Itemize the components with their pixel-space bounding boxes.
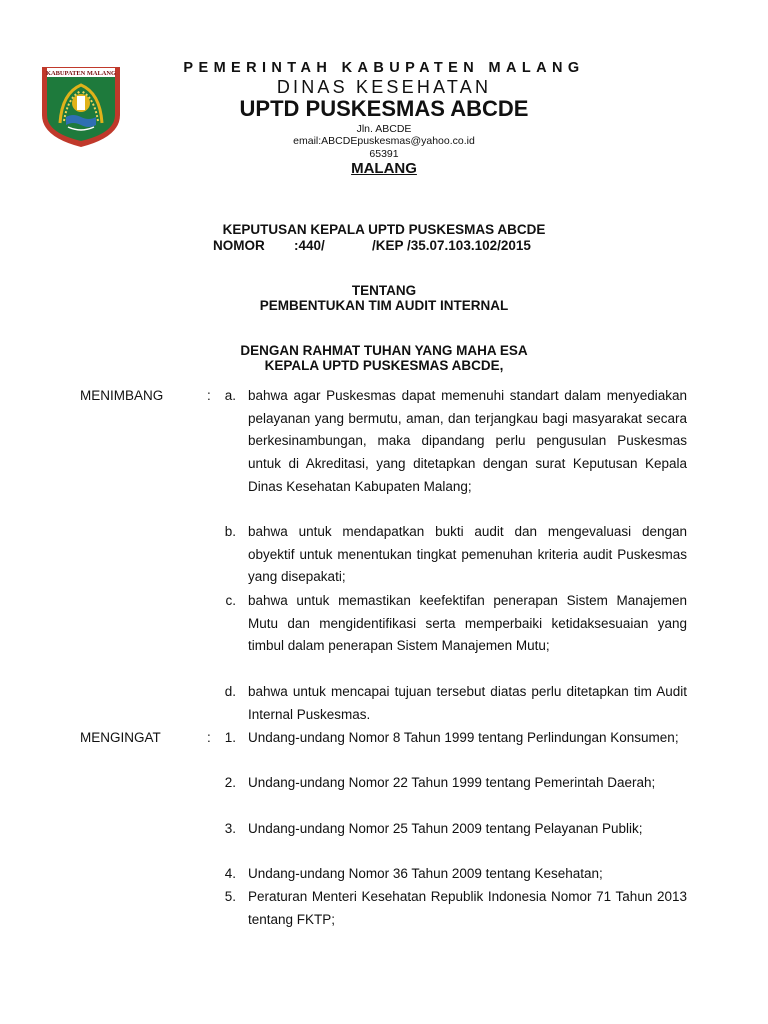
letterhead-department: DINAS KESEHATAN <box>276 77 492 97</box>
letterhead-city: MALANG <box>351 160 417 177</box>
menimbang-item-c: bahwa untuk memastikan keefektifan penerapan Sistem Manajemen Mutu dan mengidentifikasi serta memperbaiki ketidaksesuaian yang timbul dalam penerapan Sistem Manajemen Mutu; <box>248 593 687 654</box>
mengingat-item-5: Peraturan Menteri Kesehatan Republik Indonesia Nomor 71 Tahun 2013 tentang FKTP; <box>248 889 687 927</box>
letterhead-unit: UPTD PUSKESMAS ABCDE <box>239 96 529 121</box>
mengingat-marker-3: 3. <box>224 821 236 836</box>
mengingat-marker-5: 5. <box>224 889 236 904</box>
mengingat-colon: : <box>207 730 211 745</box>
menimbang-item-b: bahwa untuk mendapatkan bukti audit dan mengevaluasi dengan obyektif untuk menentukan tingkat pemenuhan kriteria audit Puskesmas yang disepakati; <box>248 524 687 585</box>
mengingat-label: MENGINGAT <box>80 730 161 745</box>
decree-number-code: /KEP /35.07.103.102/2015 <box>372 238 531 253</box>
decree-about: TENTANG <box>351 283 417 298</box>
letterhead-email: email:ABCDEpuskesmas@yahoo.co.id <box>293 135 475 147</box>
decree-number-label: NOMOR <box>213 238 265 253</box>
mengingat-marker-4: 4. <box>224 866 236 881</box>
menimbang-colon: : <box>207 388 211 403</box>
emblem-label: KABUPATEN MALANG <box>46 70 116 77</box>
menimbang-marker-a: a. <box>224 388 236 403</box>
malang-regency-emblem <box>38 63 124 149</box>
mengingat-marker-1: 1. <box>224 730 236 745</box>
decree-number-value: :440/ <box>294 238 325 253</box>
mengingat-marker-2: 2. <box>224 775 236 790</box>
letterhead-address: Jln. ABCDE <box>356 123 412 135</box>
decree-opening-line-2: KEPALA UPTD PUSKESMAS ABCDE, <box>264 358 504 373</box>
mengingat-item-2: Undang-undang Nomor 22 Tahun 1999 tentang Pemerintah Daerah; <box>248 775 656 790</box>
mengingat-item-4: Undang-undang Nomor 36 Tahun 2009 tentang Kesehatan; <box>248 866 603 881</box>
emblem-icon <box>38 63 124 149</box>
decree-opening-line-1: DENGAN RAHMAT TUHAN YANG MAHA ESA <box>240 343 528 358</box>
mengingat-item-1: Undang-undang Nomor 8 Tahun 1999 tentang Perlindungan Konsumen; <box>248 730 679 745</box>
menimbang-item-a: bahwa agar Puskesmas dapat memenuhi standart dalam menyediakan pelayanan yang bermutu, aman, dan terjangkau bagi masyarakat secara berkesinambungan, maka dipandang perlu pengusulan Puskesmas untuk di Akreditasi, yang ditetapkan dengan surat Keputusan Kepala Dinas Kesehatan Kabupaten Malang; <box>248 388 687 494</box>
menimbang-item-d: bahwa untuk mencapai tujuan tersebut diatas perlu ditetapkan tim Audit Internal Puskesmas. <box>248 684 687 722</box>
menimbang-marker-b: b. <box>224 524 236 539</box>
decree-title: KEPUTUSAN KEPALA UPTD PUSKESMAS ABCDE <box>222 222 546 237</box>
letterhead-government: PEMERINTAH KABUPATEN MALANG <box>183 60 585 76</box>
menimbang-marker-d: d. <box>224 684 236 699</box>
menimbang-marker-c: c. <box>225 593 236 608</box>
mengingat-item-3: Undang-undang Nomor 25 Tahun 2009 tentang Pelayanan Publik; <box>248 821 643 836</box>
letterhead-postal-code: 65391 <box>369 148 399 160</box>
menimbang-label: MENIMBANG <box>80 388 164 403</box>
decree-subject: PEMBENTUKAN TIM AUDIT INTERNAL <box>259 298 509 313</box>
